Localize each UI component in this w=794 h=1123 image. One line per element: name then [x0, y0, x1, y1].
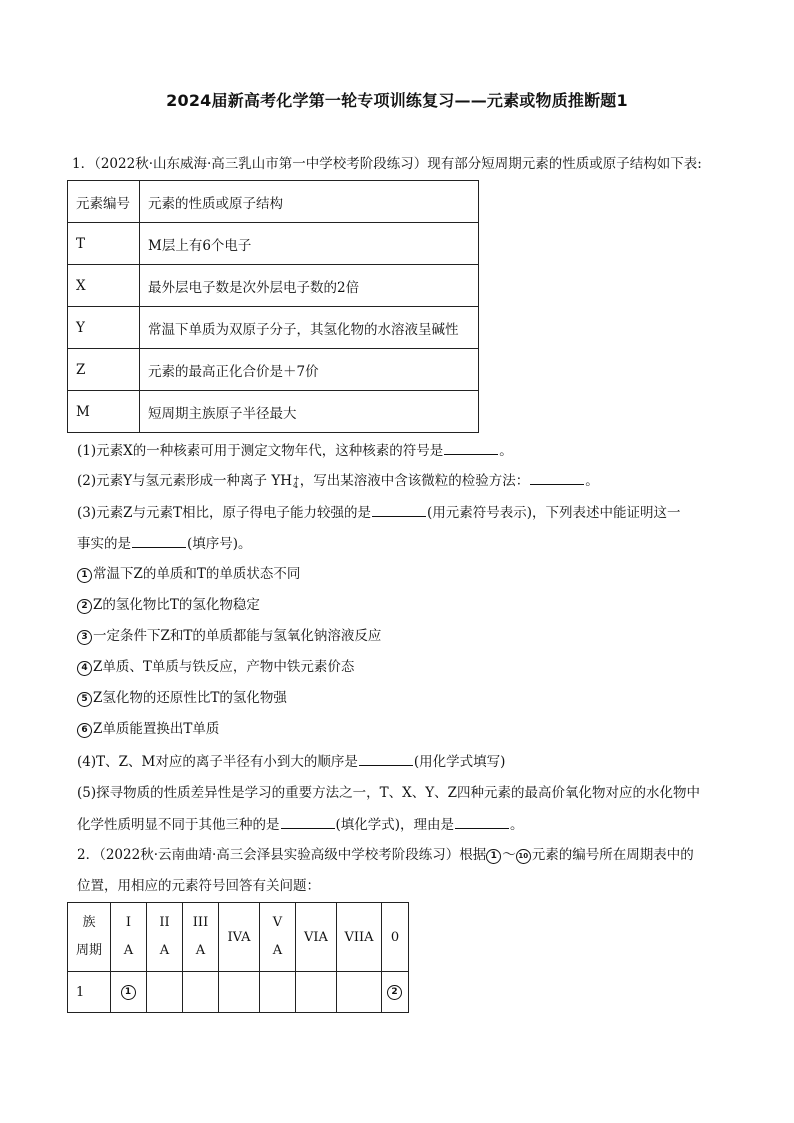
group-numeral: III [192, 915, 209, 930]
option-text: 一定条件下Z和T的单质都能与氢氧化钠溶液反应 [93, 628, 382, 644]
count-subscript: 4 [293, 480, 299, 490]
group-label: 族 [82, 915, 96, 930]
question-2-intro [77, 845, 694, 865]
table-cell [219, 972, 260, 1013]
q1-part-5-text: (5)探寻物质的性质差异性是学习的重要方法之一，T、X、Y、Z四种元素的最高价氧化物对应的水化物中 [77, 785, 701, 801]
answer-blank[interactable] [132, 533, 186, 548]
option-item [77, 595, 260, 615]
table-header-cell: 元素编号 [68, 181, 140, 223]
circled-number-icon: 4 [77, 661, 92, 676]
answer-blank[interactable] [530, 470, 584, 485]
circled-number-icon: 1 [121, 985, 136, 1000]
group-header-cell [260, 903, 296, 972]
group-numeral: II [159, 915, 170, 930]
table-cell [337, 972, 382, 1013]
q1-part-4-text: (4)T、Z、M对应的离子半径有小到大的顺序是 [77, 754, 358, 770]
q1-part-2-end: 。 [585, 473, 599, 489]
table-cell [147, 972, 183, 1013]
group-header-cell: IVA [219, 903, 260, 972]
group-header-cell: VIA [296, 903, 337, 972]
option-item [77, 719, 219, 739]
charge-superscript: + [293, 473, 300, 483]
option-item [77, 626, 381, 646]
period-label: 周期 [75, 943, 102, 958]
group-header-cell [111, 903, 147, 972]
circled-number-icon: 2 [387, 985, 402, 1000]
option-text: Z单质、T单质与铁反应，产物中铁元素价态 [93, 659, 355, 675]
option-item [77, 564, 300, 584]
table-cell: X [68, 265, 140, 307]
table-cell: Z [68, 349, 140, 391]
circled-number-icon: 5 [77, 692, 92, 707]
table-cell: 短周期主族原子半径最大 [140, 391, 479, 433]
group-header-cell: VIIA [337, 903, 382, 972]
q1-part-2-text-b: ，写出某溶液中含该微粒的检验方法： [299, 473, 530, 489]
answer-blank[interactable] [281, 814, 335, 829]
circled-number-icon: 6 [77, 723, 92, 738]
table-cell: Y [68, 307, 140, 349]
option-text: Z氢化物的还原性比T的氢化物强 [93, 690, 287, 706]
group-letter: A [272, 943, 283, 958]
group-letter: A [195, 943, 206, 958]
question-2-intro-text-b: 元素的编号所在周期表中的 [531, 847, 694, 863]
group-numeral: I [125, 915, 132, 930]
group-header-cell [147, 903, 183, 972]
answer-blank[interactable] [444, 440, 498, 455]
table-cell [183, 972, 219, 1013]
q1-part-3 [77, 502, 681, 523]
table-cell [296, 972, 337, 1013]
table-row [68, 307, 479, 349]
table-cell: 元素的最高正化合价是＋7价 [140, 349, 479, 391]
option-text: 常温下Z的单质和T的单质状态不同 [93, 566, 301, 582]
question-1-intro: 1．（2022秋·山东威海·高三乳山市第一中学校考阶段练习）现有部分短周期元素的性质或原子结构如下表: [72, 156, 702, 172]
table-row [68, 223, 479, 265]
group-letter: A [123, 943, 134, 958]
table-header-row [68, 181, 479, 223]
option-text: Z单质能置换出T单质 [93, 721, 220, 737]
q1-part-4-text-b: (用化学式填写) [413, 754, 506, 770]
q1-part-1 [77, 440, 513, 461]
answer-blank[interactable] [372, 502, 426, 517]
q1-part-2-text: (2)元素Y与氢元素形成一种离子 YH [77, 473, 293, 489]
table-row [68, 349, 479, 391]
circled-number-icon: 2 [77, 599, 92, 614]
q1-part-3-text-d: (填序号)。 [187, 536, 252, 552]
q1-part-3-cont [77, 533, 252, 554]
q1-part-2 [77, 470, 599, 491]
ion-superscript-subscript [293, 475, 300, 489]
table-header-cell: 元素的性质或原子结构 [140, 181, 479, 223]
table-row [68, 972, 409, 1013]
table-cell [382, 972, 409, 1013]
group-header-cell [183, 903, 219, 972]
question-2-intro-text: 2．（2022秋·云南曲靖·高三会泽县实验高级中学校考阶段练习）根据 [77, 847, 487, 863]
table-row [68, 265, 479, 307]
circled-number-icon: 1 [77, 568, 92, 583]
option-item [77, 688, 287, 708]
answer-blank[interactable] [359, 751, 413, 766]
period-number-cell: 1 [68, 972, 111, 1013]
circled-number-icon: 10 [516, 849, 531, 864]
group-letter: A [159, 943, 170, 958]
option-item [77, 657, 354, 677]
group-numeral: V [272, 915, 283, 930]
q1-part-1-text: (1)元素X的一种核素可用于测定文物年代，这种核素的符号是 [77, 443, 444, 459]
table-cell [260, 972, 296, 1013]
table-cell: M [68, 391, 140, 433]
q1-part-5-text-b: 化学性质明显不同于其他三种的是 [77, 817, 280, 833]
option-text: Z的氢化物比T的氢化物稳定 [93, 597, 260, 613]
table-cell: M层上有6个电子 [140, 223, 479, 265]
q1-part-4 [77, 751, 505, 772]
q1-part-5-cont [77, 814, 524, 835]
answer-blank[interactable] [455, 814, 509, 829]
q1-part-5 [77, 783, 700, 803]
document-title: 2024届新高考化学第一轮专项训练复习——元素或物质推断题1 [166, 91, 628, 110]
element-properties-table [67, 180, 479, 433]
q1-part-3-text-b: (用元素符号表示)，下列表述中能证明这一 [427, 505, 681, 521]
circled-number-icon: 3 [77, 630, 92, 645]
group-header-cell: 0 [382, 903, 409, 972]
table-row [68, 391, 479, 433]
table-cell [111, 972, 147, 1013]
q1-part-5-text-c: (填化学式)，理由是 [335, 817, 455, 833]
circled-number-icon: 1 [486, 849, 501, 864]
periodic-table [67, 902, 409, 1013]
table-cell: 常温下单质为双原子分子，其氢化物的水溶液呈碱性 [140, 307, 479, 349]
table-cell: T [68, 223, 140, 265]
q1-part-3-text-c: 事实的是 [77, 536, 131, 552]
corner-header-cell [68, 903, 111, 972]
range-tilde: ～ [502, 847, 516, 863]
q1-part-5-end: 。 [510, 817, 524, 833]
table-cell: 最外层电子数是次外层电子数的2倍 [140, 265, 479, 307]
q1-part-1-end: 。 [499, 443, 513, 459]
question-2-intro-cont: 位置，用相应的元素符号回答有关问题： [77, 878, 320, 894]
q1-part-3-text: (3)元素Z与元素T相比，原子得电子能力较强的是 [77, 505, 372, 521]
table-header-row [68, 903, 409, 972]
